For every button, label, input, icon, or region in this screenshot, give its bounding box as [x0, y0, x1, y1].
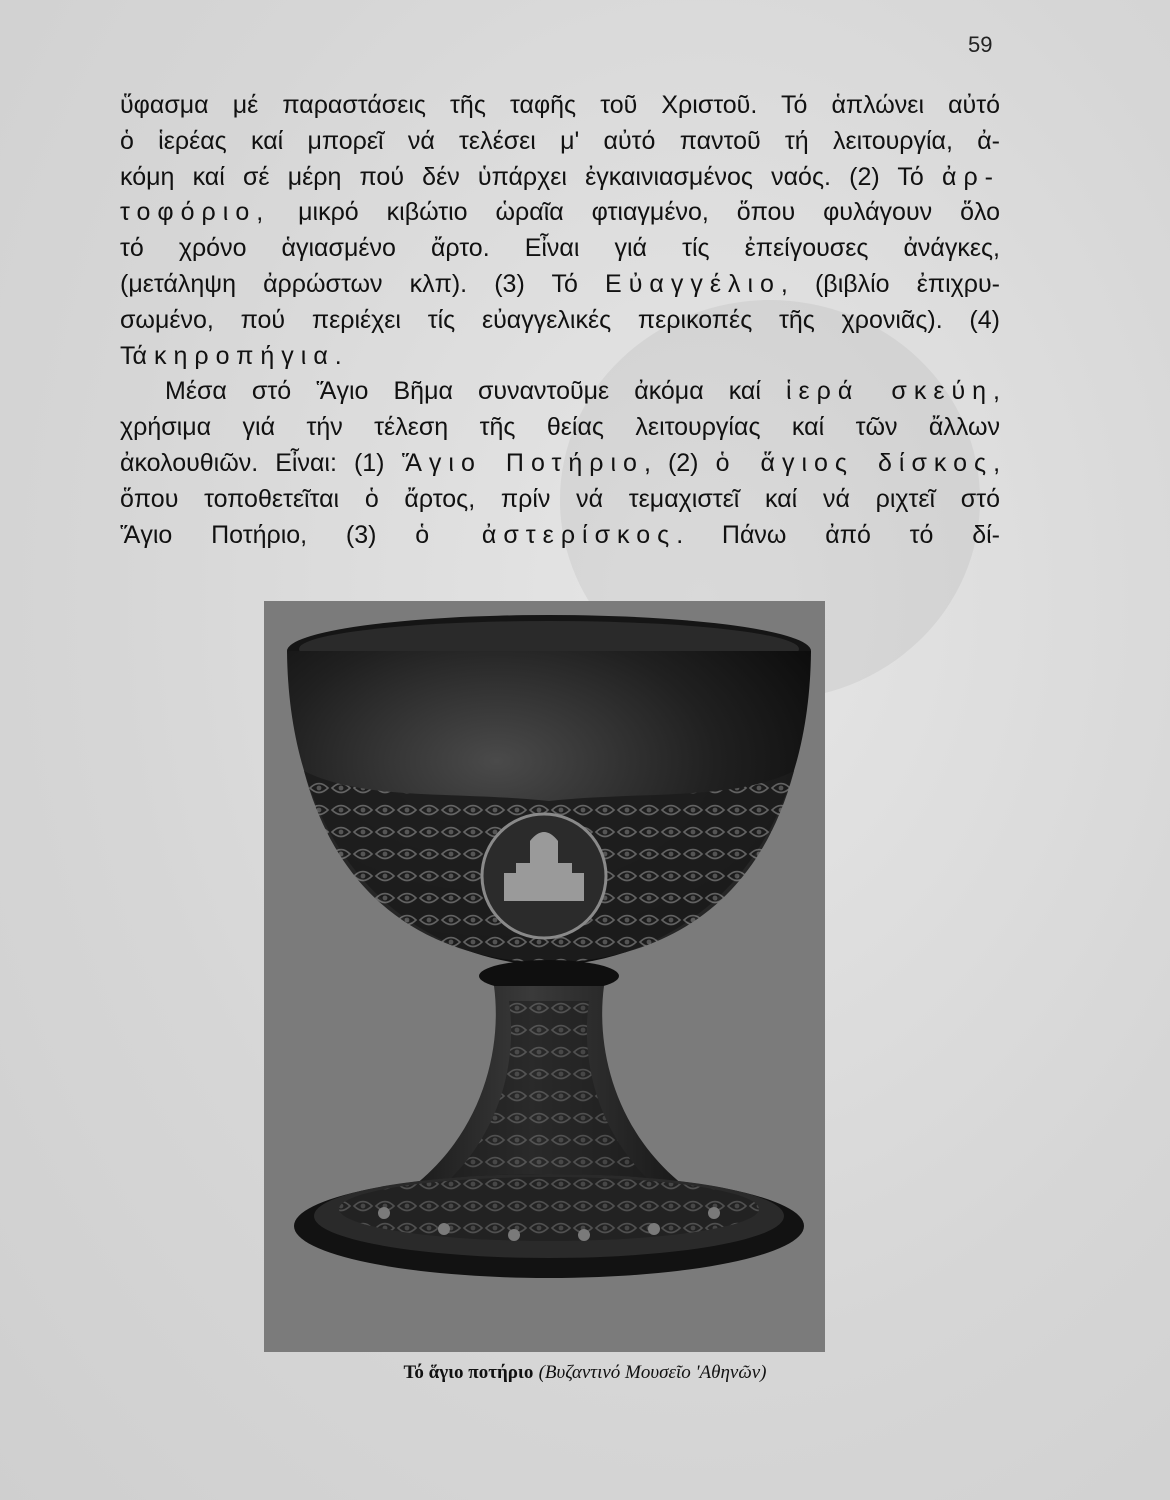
chalice-illustration [264, 601, 825, 1352]
figure-caption [0, 1362, 1170, 1384]
text-line: Τά κηροπήγια. [120, 341, 342, 370]
text-line: τοφόριο, μικρό κιβώτιο ὡραῖα φτιαγμένο, ὅπου φυλάγουν ὅλο [120, 198, 1000, 227]
text-line: (μετάληψη ἀρρώστων κλπ). (3) Τό Εὐαγγέλιο, (βιβλίο ἐπιχρυ- [120, 269, 1000, 298]
text-line: ὁ ἱερέας καί μπορεῖ νά τελέσει μ' αὐτό παντοῦ τή λειτουργία, ἀ- [120, 126, 1000, 155]
text-line: ὅπου τοποθετεῖται ὁ ἄρτος, πρίν νά τεμαχιστεῖ καί νά ριχτεῖ στό [120, 484, 1000, 513]
text-line: ἀκολουθιῶν. Εἶναι: (1) Ἅγιο Ποτήριο, (2) ὁ ἅγιος δίσκος, [120, 448, 1001, 477]
text-line: τό χρόνο ἁγιασμένο ἄρτο. Εἶναι γιά τίς ἐπείγουσες ἀνάγκες, [120, 234, 1000, 263]
body-text [120, 88, 1000, 553]
caption-source: (Βυζαντινό Μουσεῖο 'Αθηνῶν) [538, 1362, 767, 1383]
text-line: σωμένο, πού περιέχει τίς εὐαγγελικές περικοπές τῆς χρονιᾶς). (4) [120, 305, 1000, 334]
text-line: χρήσιμα γιά τήν τέλεση τῆς θείας λειτουργίας καί τῶν ἄλλων [120, 413, 1000, 442]
page-number: 59 [968, 32, 993, 57]
chalice-photograph [264, 601, 825, 1352]
text-line: Ἅγιο Ποτήριο, (3) ὁ ἀστερίσκος. Πάνω ἀπό τό δί- [120, 520, 1000, 549]
text-line: ὕφασμα μέ παραστάσεις τῆς ταφῆς τοῦ Χριστοῦ. Τό ἁπλώνει αὐτό [120, 91, 1000, 119]
text-line: Μέσα στό Ἅγιο Βῆμα συναντοῦμε ἀκόμα καί ἱερά σκεύη, [165, 377, 1000, 406]
caption-title: Τό ἅγιο ποτήριο [403, 1362, 534, 1383]
text-line: κόμη καί σέ μέρη πού δέν ὑπάρχει ἐγκαινιασμένος ναός. (2) Τό ἀρ- [120, 162, 1000, 191]
